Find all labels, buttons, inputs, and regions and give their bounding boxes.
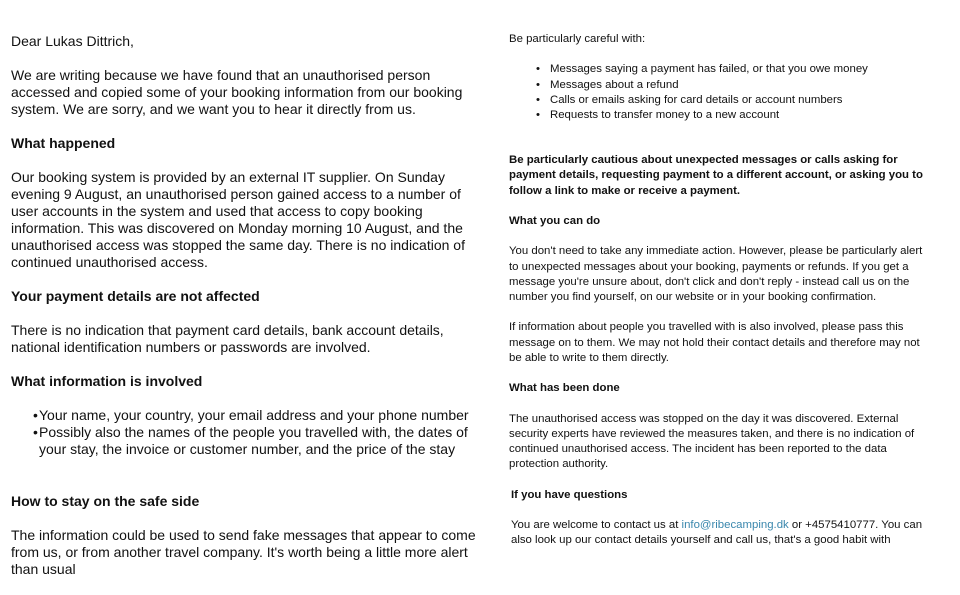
what-you-can-do-paragraph-2: If information about people you travelled with is also involved, please pass this message on to them. We may not hold their contact details and therefore may not be able to write to them directly.	[509, 321, 920, 364]
list-item: • Requests to transfer money to a new account	[509, 108, 929, 123]
info-heading: What information is involved	[11, 373, 203, 389]
what-you-can-do-paragraph-1: You don't need to take any immediate action. However, please be particularly alert to unexpected messages about your booking, payments or refunds. If you get a message you're unsure about, don't click and don't reply - instead call us on the number you find yourself, on our website or in your booking confirmation.	[509, 245, 923, 303]
list-item: • Messages saying a payment has failed, or that you owe money	[509, 62, 929, 77]
questions-paragraph: You are welcome to contact us at info@ribecamping.dk or +4575410777. You can also look up our contact details yourself and call us, that's a good habit with	[511, 518, 923, 547]
list-item: • Possibly also the names of the people you travelled with, the dates of your stay, the invoice or customer number, and the price of the stay	[11, 424, 486, 458]
careful-intro: Be particularly careful with:	[509, 33, 646, 45]
payment-heading: Your payment details are not affected	[11, 288, 260, 304]
intro-paragraph: We are writing because we have found that an unauthorised person accessed and copied some of your booking information from our booking system. We are sorry, and we want you to hear it directly from us.	[11, 67, 463, 117]
payment-paragraph: There is no indication that payment card details, bank account details, national identification numbers or passwords are involved.	[11, 322, 444, 355]
what-happened-paragraph: Our booking system is provided by an external IT supplier. On Sunday evening 9 August, an unauthorised person gained access to a number of user accounts in the system and used that access to copy booking information. This was discovered on Monday morning 10 August, and the unauthorised access was stopped the same day. There is no indication of continued unauthorised access.	[11, 169, 465, 270]
letter-left-column	[11, 33, 486, 595]
letter-right-column	[509, 32, 929, 564]
what-you-can-do-heading: What you can do	[509, 215, 601, 227]
list-item: • Your name, your country, your email address and your phone number	[11, 407, 486, 424]
greeting: Dear Lukas Dittrich,	[11, 33, 134, 49]
list-item: • Calls or emails asking for card details or account numbers	[509, 93, 929, 108]
what-has-been-done-paragraph: The unauthorised access was stopped on the day it was discovered. External security experts have reviewed the measures taken, and there is no indication of continued unauthorised access. The incident has been reported to the data protection authority.	[509, 412, 915, 471]
list-item: • Messages about a refund	[509, 78, 929, 93]
careful-list	[509, 62, 929, 123]
email-link[interactable]: info@ribecamping.dk	[681, 518, 789, 531]
what-has-been-done-heading: What has been done	[509, 382, 620, 395]
safe-side-paragraph: The information could be used to send fake messages that appear to come from us, or from another travel company. It's worth being a little more alert than usual	[11, 527, 476, 577]
caution-paragraph: Be particularly cautious about unexpected messages or calls asking for payment details, requesting payment to a different account, or asking you to follow a link to make or receive a payment.	[509, 154, 923, 197]
info-list	[11, 407, 486, 458]
safe-side-heading: How to stay on the safe side	[11, 493, 200, 509]
questions-heading: If you have questions	[511, 488, 628, 501]
what-happened-heading: What happened	[11, 135, 116, 151]
